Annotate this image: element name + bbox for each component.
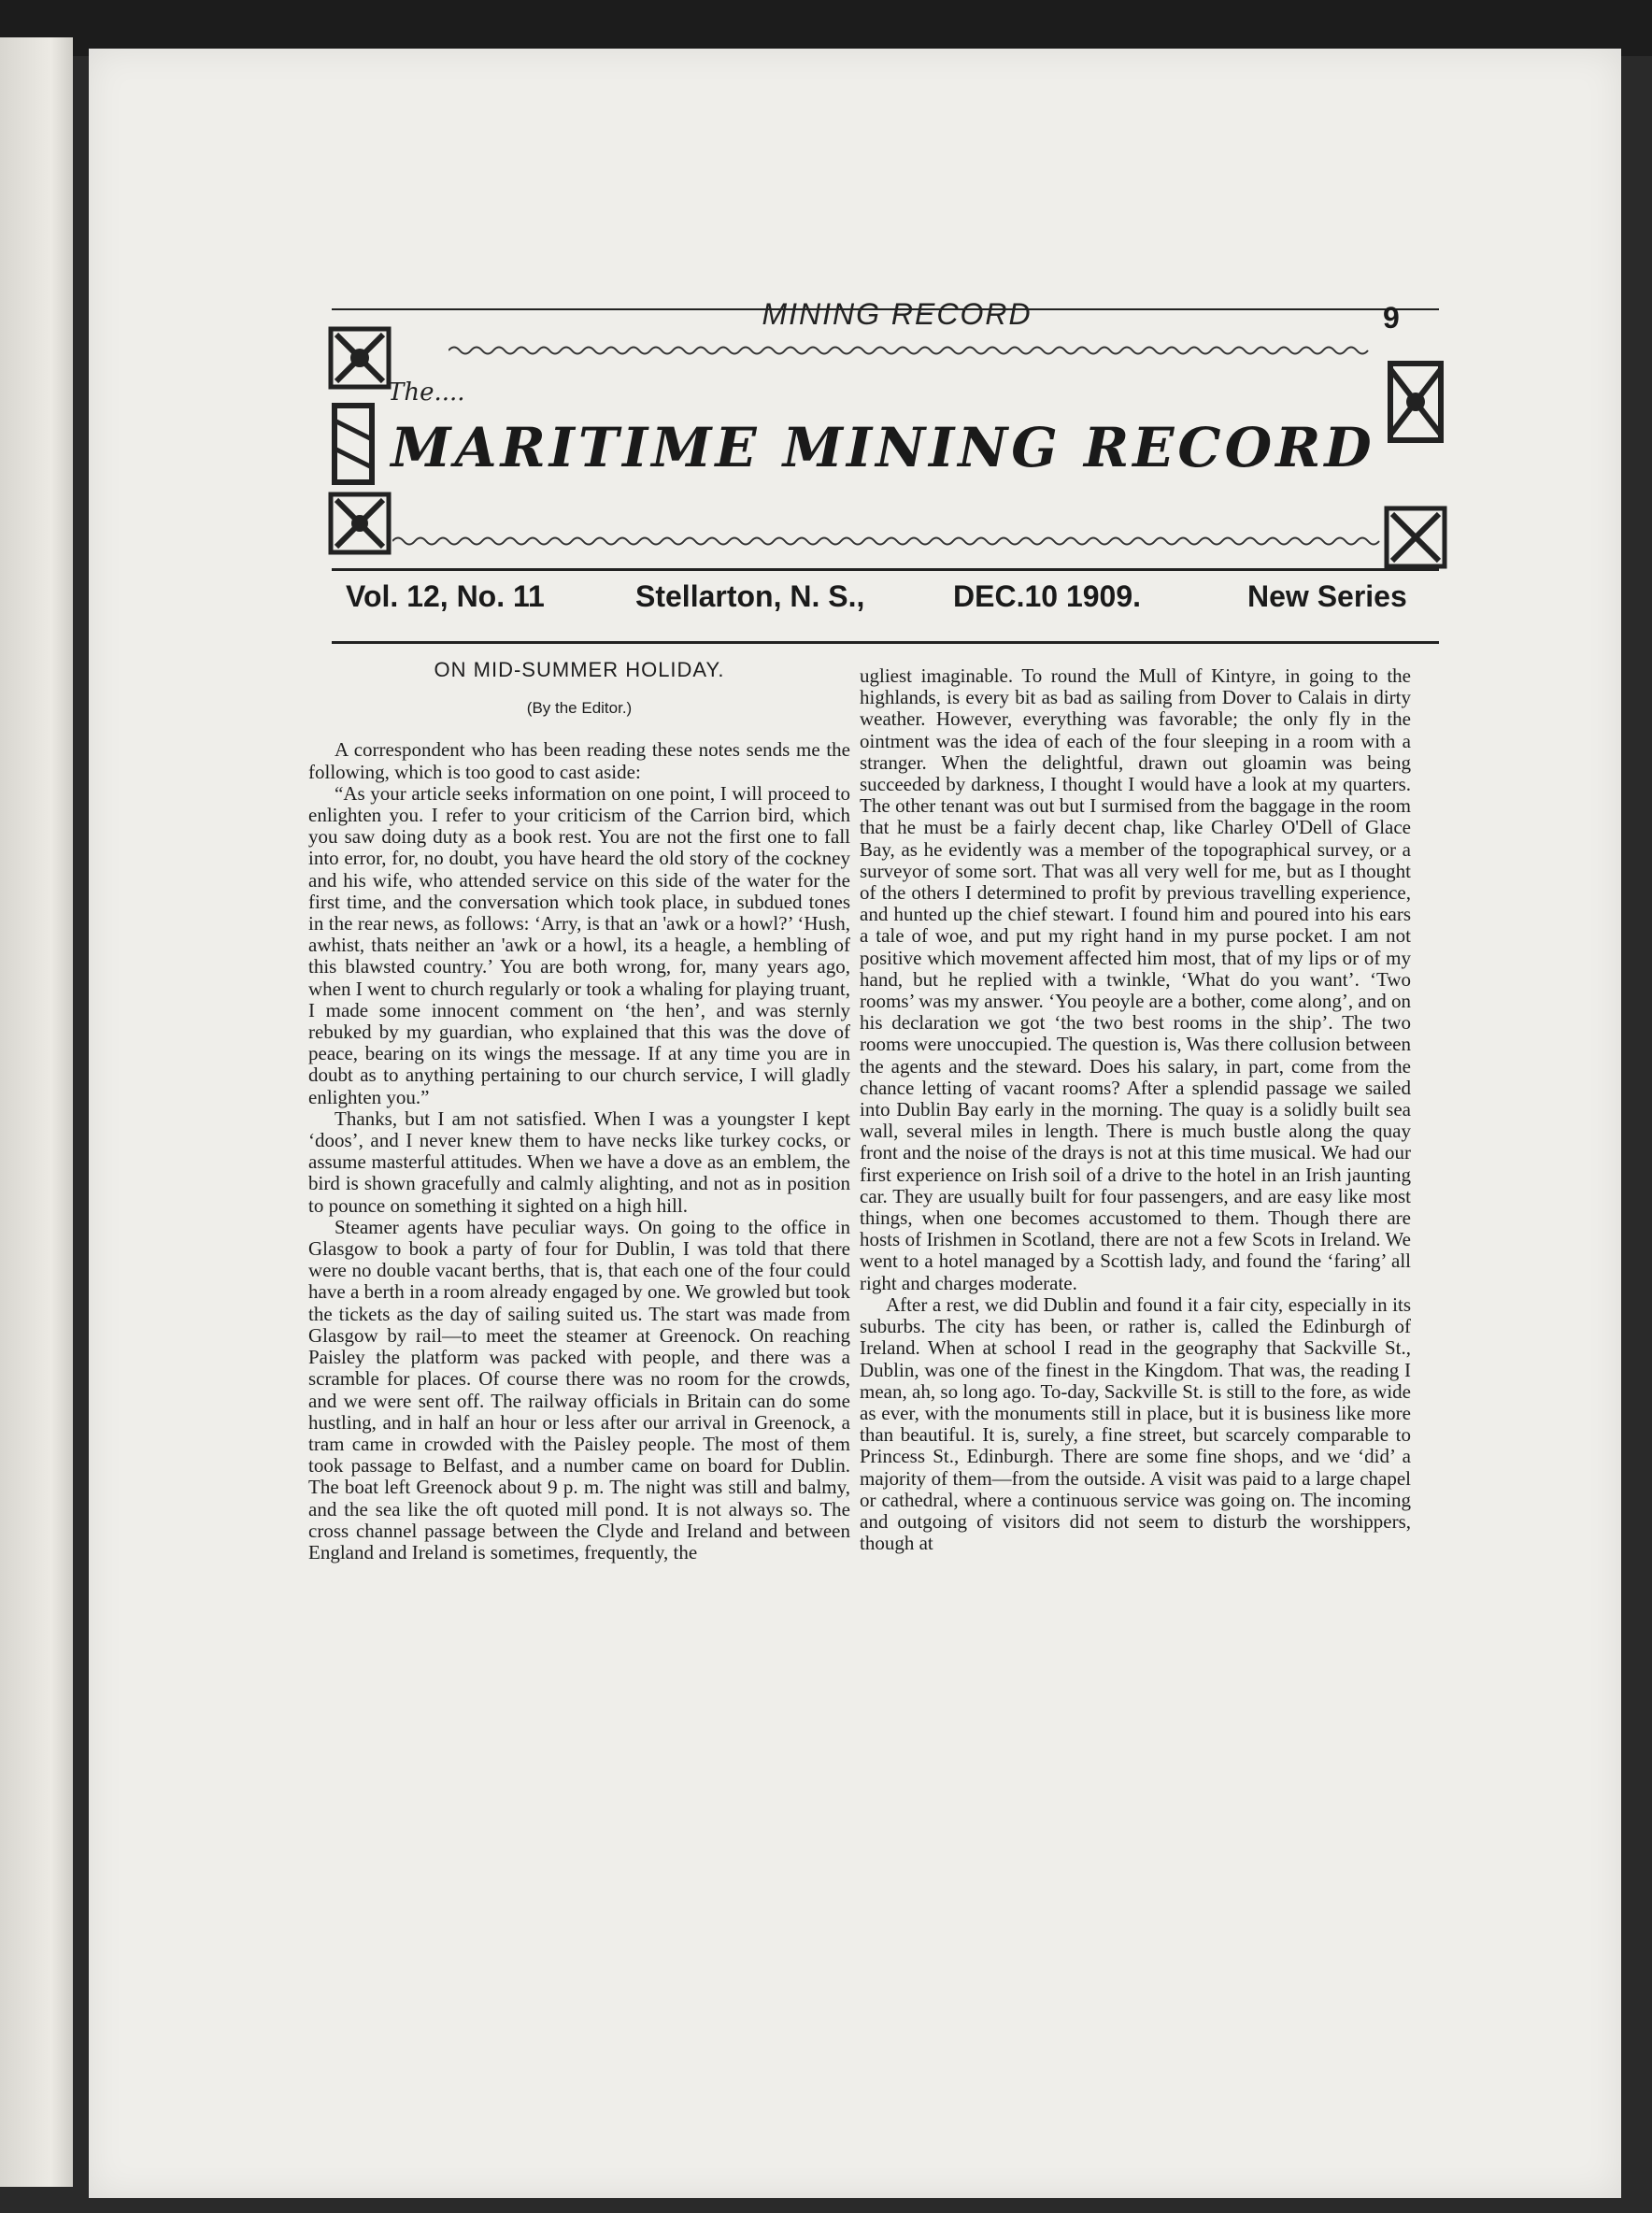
issue-rule-bottom	[332, 641, 1439, 644]
article-right-column	[860, 665, 1411, 1554]
ornament-bottom-left-icon	[327, 491, 392, 556]
article-left-column	[308, 659, 850, 1563]
masthead-title: MARITIME MINING RECORD	[391, 416, 1375, 479]
article-title: ON MID-SUMMER HOLIDAY.	[434, 658, 725, 681]
paragraph: Steamer agents have peculiar ways. On going to the office in Glasgow to book a party of four for Dublin, I was told that there were no double vacant berths, that is, that each one of the four could have a berth in a room already engaged by one. We growled but took the tickets as the day of sailing suited us. The start was made from Glasgow by rail—to meet the steamer at Greenock. On reaching Paisley the platform was packed with people, and there was a scramble for places. Of course there was no room for the crowds, and we were sent off. The railway officials in Britain can do some hustling, and in half an hour or less after our arrival in Greenock, a tram came in crowded with the Paisley people. The most of them took passage to Belfast, and a number came on board for Dublin. The boat left Greenock about 9 p. m. The night was still and balmy, and the sea like the oft quoted mill pond. It is not always so. The cross channel passage between the Clyde and Ireland and between England and Ireland is sometimes, frequently, the	[308, 1215, 850, 1563]
issue-place: Stellarton, N. S.,	[635, 579, 865, 613]
paragraph: ugliest imaginable. To round the Mull of Kintyre, in going to the highlands, is every bit as bad as sailing from Dover to Calais in dirty weather. However, everything was favorable; the only fly in the ointment was the idea of each of the four sleeping in a room with a stranger. When the delightful, drawn out gloamin was being succeeded by darkness, I thought I would have a look at my quarters. The other tenant was out but I surmised from the baggage in the room that he must be a fairly decent chap, like Charley O'Dell of Glace Bay, as he evidently was a member of the topographical survey, or a surveyor of some sort. That was all very well for me, but as I thought of the others I determined to profit by previous travelling experience, and hunted up the chief stewart. I found him and poured into his ears a tale of woe, and put my right hand in my purse pocket. I am not positive which movement affected him most, that of my lips or of my hand, but he replied with a twinkle, ‘What do you want’. ‘Two rooms’ was my answer. ‘You peoyle are a bother, come along’, and on his declaration we got ‘the two best rooms in the ship’. The two rooms were unoccupied. The question is, Was there collusion between the agents and the steward. Does his salary, in part, come from the chance letting of vacant rooms? After a splendid passage we sailed into Dublin Bay early in the morning. The quay is a solidly built sea wall, several miles in length. There is much bustle along the quay front and the noise of the drays is not at this time musical. We had our first experience on Irish soil of a drive to the hotel in an Irish jaunting car. They are usually built for four passengers, and are easy like most things, when one becomes accustomed to them. Though there are hosts of Irishmen in Scotland, there are not a few Scots in Ireland. We went to a hotel managed by a Scottish lady, and found the ‘faring’ all right and charges moderate.	[860, 664, 1411, 1294]
masthead-prefix: The....	[388, 378, 465, 407]
paragraph: Thanks, but I am not satisfied. When I was a youngster I kept ‘doos’, and I never knew them to have necks like turkey cocks, or assume masterful attitudes. When we have a dove as an emblem, the bird is shown gracefully and calmly alighting, and not as in position to pounce on something it sighted on a high hill.	[308, 1106, 850, 1217]
issue-volume: Vol. 12, No. 11	[346, 579, 545, 613]
article-byline: (By the Editor.)	[526, 699, 633, 718]
issue-series: New Series	[1247, 579, 1407, 613]
masthead-wavy-rule-bottom	[392, 535, 1383, 548]
issue-date: DEC.10 1909.	[953, 579, 1142, 613]
paragraph: After a rest, we did Dublin and found it a fair city, especially in its suburbs. The city has been, or rather is, called the Edinburgh of Ireland. When at school I read in the geography that Sackville St., Dublin, was one of the finest in the Kingdom. That was, the reading I mean, ah, so long ago. To-day, Sackville St. is still to the fore, as wide as ever, with the monuments still in place, but it is business like more than beautiful. It is, surely, a fine street, but scarcely comparable to Princess St., Edinburgh. There are some fine shops, and we ‘did’ a majority of them—from the outside. A visit was paid to a large chapel or cathedral, where a continuous service was going on. The incoming and outgoing of visitors did not seem to disturb the worshippers, though at	[860, 1292, 1411, 1555]
scan-top-shadow	[0, 0, 1652, 56]
paragraph: “As your article seeks information on one point, I will proceed to enlighten you. I refer to your criticism of the Carrion bird, which you saw doing duty as a book rest. You are not the first one to fall into error, for, no doubt, you have heard the old story of the cockney and his wife, who attended service on this side of the water for the first time, and the conversation which took place, in subdued tones in the rear news, as follows: ‘Arry, is that an 'awk or a howl?’ ‘Hush, awhist, thats neither an 'awk or a howl, its a heagle, a hembling of this blawsted country.’ You are both wrong, for, many years ago, when I went to church regularly or took a whaling for playing truant, I made some innocent comment on ‘the hen’, and was sternly rebuked by my guardian, who explained that this was the dove of peace, bearing on its wings the message. If at any time you are in doubt as to anything pertaining to our church service, I will gladly enlighten you.”	[308, 781, 850, 1108]
page-number: 9	[1383, 301, 1400, 335]
issue-rule-top	[332, 568, 1439, 571]
ornament-bottom-right-icon	[1383, 505, 1448, 570]
paragraph: A correspondent who has been reading these notes sends me the following, which is too good to cast aside:	[308, 738, 850, 783]
masthead-wavy-rule-top	[449, 344, 1374, 357]
ornament-top-left-icon	[327, 325, 392, 391]
running-head: MINING RECORD	[762, 297, 1032, 331]
facing-page-edge	[0, 37, 73, 2187]
issue-line	[346, 579, 1439, 635]
